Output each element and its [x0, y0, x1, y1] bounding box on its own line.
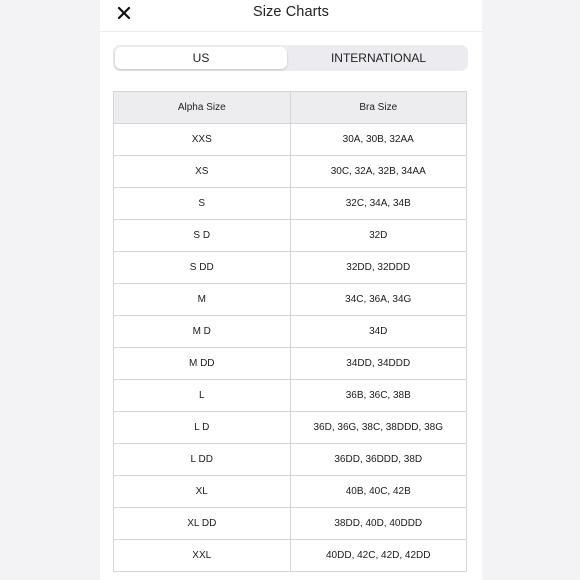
alpha-size-cell: S: [114, 188, 291, 220]
bra-size-cell: 36DD, 36DDD, 38D: [290, 444, 467, 476]
alpha-size-cell: XL DD: [114, 508, 291, 540]
alpha-size-cell: M D: [114, 316, 291, 348]
table-row: [114, 476, 467, 508]
bra-size-cell: 40B, 40C, 42B: [290, 476, 467, 508]
alpha-size-cell: M: [114, 284, 291, 316]
table-row: [114, 188, 467, 220]
bra-size-cell: 38DD, 40D, 40DDD: [290, 508, 467, 540]
column-header-bra-size: Bra Size: [290, 92, 467, 124]
alpha-size-cell: L DD: [114, 444, 291, 476]
tab-us[interactable]: US: [115, 47, 287, 69]
bra-size-cell: 34C, 36A, 34G: [290, 284, 467, 316]
alpha-size-cell: L D: [114, 412, 291, 444]
page-title: Size Charts: [252, 4, 330, 20]
alpha-size-cell: XS: [114, 156, 291, 188]
table-row: [114, 380, 467, 412]
bra-size-cell: 30A, 30B, 32AA: [290, 124, 467, 156]
alpha-size-cell: XXS: [114, 124, 291, 156]
table-row: [114, 220, 467, 252]
table-row: [114, 284, 467, 316]
table-row: [114, 348, 467, 380]
table-header-row: [114, 92, 467, 124]
table-row: [114, 412, 467, 444]
bra-size-cell: 36B, 36C, 38B: [290, 380, 467, 412]
table-row: [114, 124, 467, 156]
size-table: [113, 91, 467, 572]
bra-size-cell: 30C, 32A, 32B, 34AA: [290, 156, 467, 188]
header: [100, 0, 482, 32]
bra-size-cell: 32C, 34A, 34B: [290, 188, 467, 220]
table-row: [114, 508, 467, 540]
region-segmented-control: [113, 45, 468, 71]
table-row: [114, 316, 467, 348]
alpha-size-cell: L: [114, 380, 291, 412]
alpha-size-cell: XL: [114, 476, 291, 508]
column-header-alpha-size: Alpha Size: [114, 92, 291, 124]
size-chart-panel: [100, 0, 482, 580]
tab-international[interactable]: INTERNATIONAL: [330, 51, 427, 65]
alpha-size-cell: S DD: [114, 252, 291, 284]
bra-size-cell: 32DD, 32DDD: [290, 252, 467, 284]
bra-size-cell: 34D: [290, 316, 467, 348]
bra-size-cell: 36D, 36G, 38C, 38DDD, 38G: [290, 412, 467, 444]
bra-size-cell: 34DD, 34DDD: [290, 348, 467, 380]
table-row: [114, 156, 467, 188]
table-row: [114, 444, 467, 476]
table-row: [114, 252, 467, 284]
alpha-size-cell: M DD: [114, 348, 291, 380]
bra-size-cell: 32D: [290, 220, 467, 252]
alpha-size-cell: XXL: [114, 540, 291, 572]
bra-size-cell: 40DD, 42C, 42D, 42DD: [290, 540, 467, 572]
alpha-size-cell: S D: [114, 220, 291, 252]
table-row: [114, 540, 467, 572]
